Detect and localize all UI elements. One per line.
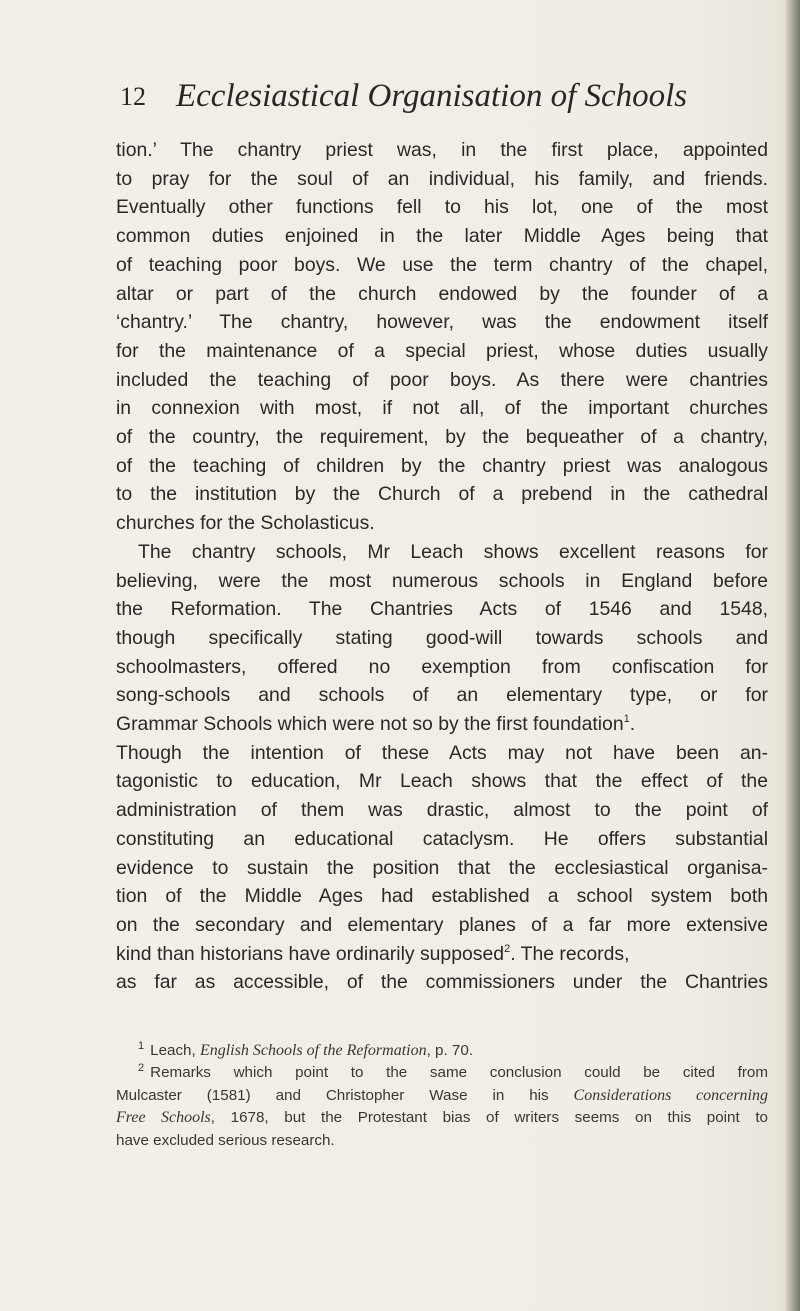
text-line: though specifically stating good-will towards schools and	[116, 626, 768, 649]
text-line: of the country, the requirement, by the bequeather of a chantry,	[116, 426, 768, 449]
footnote-text: Leach,	[150, 1042, 200, 1059]
text-line: tagonistic to education, Mr Leach shows that the effect of the	[116, 770, 768, 793]
text-line: schoolmasters, offered no exemption from confiscation for	[116, 655, 768, 678]
text-line: tion.’ The chantry priest was, in the first place, appointed	[116, 139, 768, 161]
footnote-title: English Schools of the Reformation	[199, 1042, 427, 1059]
footnotes	[116, 1040, 768, 1152]
text-segment: .	[510, 942, 516, 965]
text-line: administration of them was drastic, almost to the point of	[116, 799, 768, 822]
page-edge	[786, 0, 800, 1311]
text-line: altar or part of the church endowed by the founder of a	[116, 282, 768, 305]
text-line: in connexion with most, if not all, of the important churches	[116, 397, 768, 420]
footnote-number: 2	[138, 1062, 145, 1075]
text-line	[116, 710, 768, 739]
footnote-2-line: have excluded serious research.	[116, 1131, 335, 1149]
text-line: Though the intention of these Acts may not have been an-	[116, 741, 768, 764]
footnote-2-line	[116, 1085, 768, 1107]
footnote-2-line	[116, 1062, 768, 1084]
text-line: the Reformation. The Chantries Acts of 1546 and 1548,	[116, 598, 768, 621]
text-line: of the teaching of children by the chantry priest was analogous	[116, 454, 768, 477]
text-line: on the secondary and elementary planes of a far more extensive	[116, 913, 768, 936]
footnote-ref-1[interactable]: 1	[623, 713, 630, 726]
text-line: The chantry schools, Mr Leach shows excellent reasons for	[138, 540, 768, 563]
text-line: believing, were the most numerous schools in England before	[116, 569, 768, 592]
text-line: evidence to sustain the position that the ecclesiastical organisa-	[116, 856, 768, 879]
footnote-text: , 1678, but the Protestant bias of writers seems on this point to	[210, 1109, 769, 1127]
footnote-2-line	[116, 1107, 768, 1129]
text-line: to the institution by the Church of a prebend in the cathedral	[116, 483, 768, 506]
text-segment: The records,	[515, 942, 630, 965]
footnote-title: Free Schools	[116, 1109, 211, 1127]
body-text	[116, 136, 768, 997]
footnote-ref-2[interactable]: 2	[504, 942, 511, 955]
footnote-title: Considerations concerning	[573, 1086, 768, 1104]
text-line: to pray for the soul of an individual, his family, and friends.	[116, 167, 768, 190]
footnote-text: Remarks which point to the same conclusion could be cited from	[150, 1064, 768, 1082]
page-number: 12	[120, 82, 146, 111]
text-line: Eventually other functions fell to his lot, one of the most	[116, 196, 768, 219]
footnote-text: Mulcaster (1581) and Christopher Wase in his	[116, 1086, 574, 1104]
text-line: churches for the Scholasticus.	[116, 512, 375, 535]
footnote-1	[116, 1040, 768, 1062]
footnote-text: , p. 70.	[426, 1042, 474, 1059]
running-head: Ecclesiastical Organisation of Schools	[176, 78, 688, 114]
footnote-number: 1	[138, 1040, 145, 1052]
text-line: included the teaching of poor boys. As there were chantries	[116, 368, 768, 391]
text-segment: .	[629, 713, 636, 736]
text-segment: kind than historians have ordinarily supposed	[116, 942, 505, 965]
text-line: ‘chantry.’ The chantry, however, was the endowment itself	[116, 311, 768, 334]
page-header	[120, 78, 740, 122]
text-line: for the maintenance of a special priest, whose duties usually	[116, 339, 768, 362]
text-line: song-schools and schools of an elementary type, or for	[116, 684, 768, 707]
text-line	[116, 940, 768, 969]
text-segment: Grammar Schools which were not so by the first foundation	[116, 713, 624, 736]
text-line: of teaching poor boys. We use the term chantry of the chapel,	[116, 253, 768, 276]
text-line: constituting an educational cataclysm. He offers substantial	[116, 827, 768, 850]
text-line: as far as accessible, of the commissioners under the Chantries	[116, 971, 768, 994]
text-line: tion of the Middle Ages had established a school system both	[116, 885, 768, 908]
text-line: common duties enjoined in the later Middle Ages being that	[116, 225, 768, 248]
